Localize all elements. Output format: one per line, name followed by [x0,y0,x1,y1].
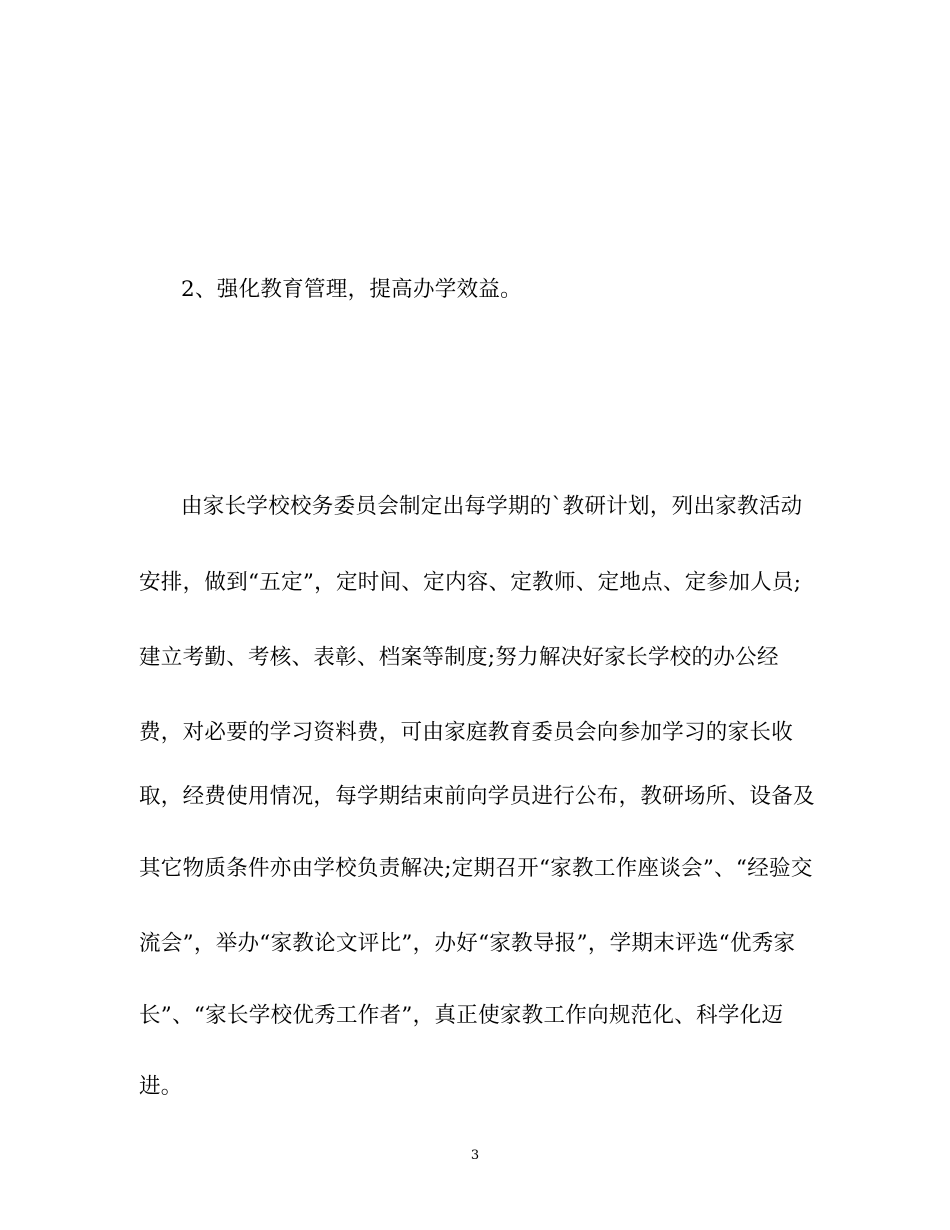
paragraph-line: 建立考勤、考核、表彰、档案等制度;努力解决好家长学校的办公经 [139,645,779,670]
page-number: 3 [470,1148,480,1163]
paragraph-line: 取，经费使用情况，每学期结束前向学员进行公布，教研场所、设备及 [139,784,815,809]
paragraph-line: 由家长学校校务委员会制定出每学期的`教研计划，列出家教活动 [181,494,803,519]
paragraph-line: 流会”，举办“家教论文评比”，办好“家教导报”，学期末评选“优秀家 [139,931,796,956]
paragraph-line: 进。 [139,1074,183,1099]
paragraph-line: 长”、“家长学校优秀工作者”，真正使家教工作向规范化、科学化迈 [139,1003,784,1028]
paragraph-line: 其它物质条件亦由学校负责解决;定期召开“家教工作座谈会”、“经验交 [139,856,813,881]
paragraph-line: 安排，做到“五定”，定时间、定内容、定教师、定地点、定参加人员; [139,570,802,595]
section-heading: 2、强化教育管理，提高办学效益。 [181,277,522,302]
paragraph-line: 费，对必要的学习资料费，可由家庭教育委员会向参加学习的家长收 [139,720,794,745]
